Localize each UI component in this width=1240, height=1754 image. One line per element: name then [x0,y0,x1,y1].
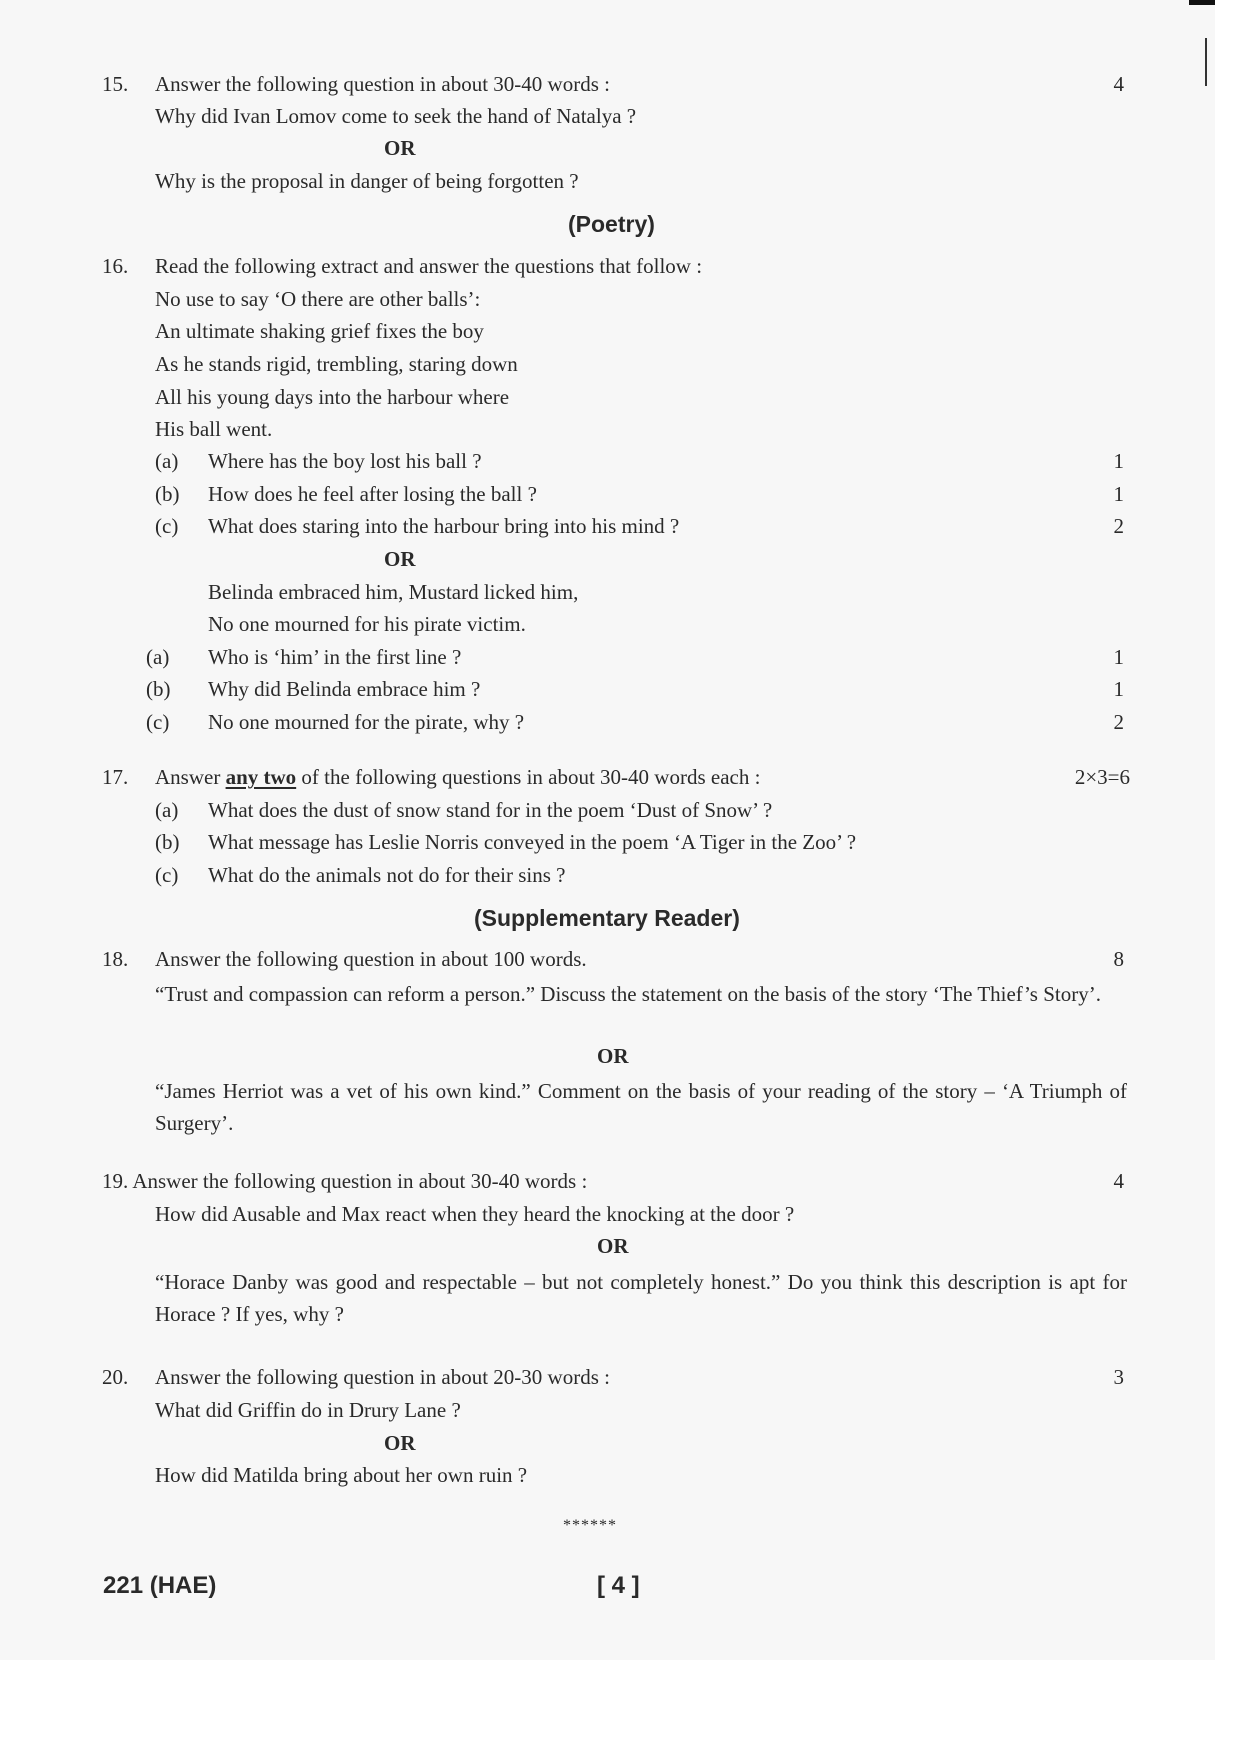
q16-set1-label: (b) [155,482,180,506]
q16-extract2-line: Belinda embraced him, Mustard licked him, [208,580,579,604]
q16-set2-label: (c) [146,710,170,734]
q19-intro: 19. Answer the following question in about 30-40 words : [102,1169,588,1193]
q16-set1-marks: 1 [1113,449,1124,473]
q20-alt-question: How did Matilda bring about her own ruin ? [155,1463,528,1487]
q15-alt-question: Why is the proposal in danger of being forgotten ? [155,169,579,193]
q18-intro: Answer the following question in about 100 words. [155,947,587,971]
q16-set1-label: (a) [155,449,179,473]
q15-number: 15. [102,72,129,96]
q17-item-label: (c) [155,863,179,887]
q16-set1-label: (c) [155,514,179,538]
q20-marks: 3 [1113,1365,1124,1389]
q16-set2-label: (a) [146,645,170,669]
scan-edge-mark [1189,0,1215,5]
q16-set1-text: How does he feel after losing the ball ? [208,482,537,506]
q16-number: 16. [102,254,129,278]
q16-set2-text: Why did Belinda embrace him ? [208,677,481,701]
page-number: [ 4 ] [597,1572,640,1599]
q18-number: 18. [102,947,129,971]
q20-number: 20. [102,1365,129,1389]
q20-intro: Answer the following question in about 20-30 words : [155,1365,610,1389]
q16-extract1-line: As he stands rigid, trembling, staring down [155,352,518,376]
supplementary-reader-heading: (Supplementary Reader) [474,905,740,931]
q17-item-text: What do the animals not do for their sins ? [208,863,566,887]
q17-item-label: (a) [155,798,179,822]
poetry-heading: (Poetry) [568,211,655,237]
paper-code: 221 (HAE) [103,1572,217,1599]
scan-edge-line [1205,38,1207,86]
q15-intro: Answer the following question in about 30-40 words : [155,72,610,96]
q17-item-text: What does the dust of snow stand for in the poem ‘Dust of Snow’ ? [208,798,773,822]
q19-alt-para: “Horace Danby was good and respectable – but not completely honest.” Do you think this description is apt for Horace ? If yes, why ? [155,1270,1127,1326]
q17-intro-emphasis: any two [225,765,297,789]
q16-extract1-line: No use to say ‘O there are other balls’: [155,287,481,311]
q16-extract2-line: No one mourned for his pirate victim. [208,612,526,636]
q16-set2-label: (b) [146,677,171,701]
q16-set1-marks: 2 [1113,514,1124,538]
q17-intro [155,764,760,790]
q16-extract1-line: All his young days into the harbour where [155,385,510,409]
q20-or: OR [384,1431,416,1455]
q18-or: OR [597,1044,629,1068]
q16-set2-marks: 1 [1113,677,1124,701]
q15-marks: 4 [1113,72,1124,96]
q16-set1-text: What does staring into the harbour bring into his mind ? [208,514,680,538]
q16-set2-text: Who is ‘him’ in the first line ? [208,645,462,669]
q16-set1-text: Where has the boy lost his ball ? [208,449,482,473]
q17-item-text: What message has Leslie Norris conveyed in the poem ‘A Tiger in the Zoo’ ? [208,830,857,854]
q17-number: 17. [102,765,129,789]
q17-intro-post: of the following questions in about 30-40 words each : [296,765,761,789]
q16-extract1-line: An ultimate shaking grief fixes the boy [155,319,484,343]
q18-alt-para: “James Herriot was a vet of his own kind.” Comment on the basis of your reading of the story – ‘A Triumph of Surgery’. [155,1079,1127,1135]
q15-or: OR [384,136,416,160]
q16-set2-marks: 1 [1113,645,1124,669]
q18-marks: 8 [1113,947,1124,971]
q16-extract1-line: His ball went. [155,417,273,441]
q19-question: How did Ausable and Max react when they heard the knocking at the door ? [155,1202,795,1226]
q16-intro: Read the following extract and answer the questions that follow : [155,254,703,278]
q16-or: OR [384,547,416,571]
q17-marks: 2×3=6 [1074,765,1130,789]
q16-set2-text: No one mourned for the pirate, why ? [208,710,525,734]
q17-item-label: (b) [155,830,180,854]
q15-question: Why did Ivan Lomov come to seek the hand of Natalya ? [155,104,637,128]
q18-para: “Trust and compassion can reform a person.” Discuss the statement on the basis of the story ‘The Thief’s Story’. [155,982,1101,1006]
q19-marks: 4 [1113,1169,1124,1193]
q19-or: OR [597,1234,629,1258]
q16-set1-marks: 1 [1113,482,1124,506]
q17-intro-pre: Answer [155,765,226,789]
q20-question: What did Griffin do in Drury Lane ? [155,1398,461,1422]
end-of-paper-mark: ****** [563,1517,617,1534]
q16-set2-marks: 2 [1113,710,1124,734]
